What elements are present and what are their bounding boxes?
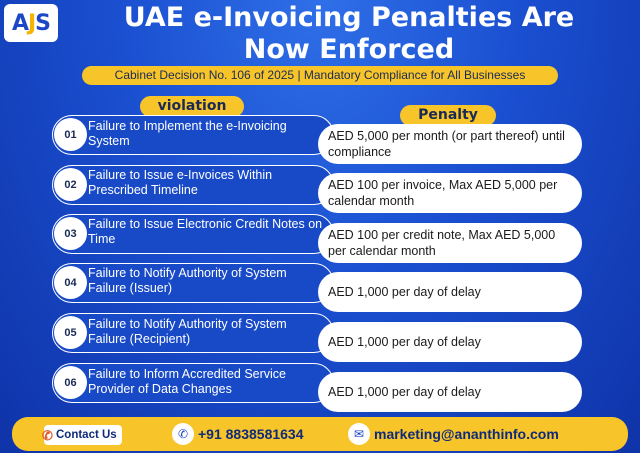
title-line-1: UAE e-Invoicing Penalties Are: [123, 2, 575, 33]
penalty-value: AED 5,000 per month (or part thereof) until compliance: [328, 129, 565, 159]
title-line-2: Now Enforced: [243, 34, 455, 65]
penalty-value: AED 1,000 per day of delay: [328, 335, 481, 349]
row-number: 05: [54, 316, 87, 349]
row-number: 01: [54, 118, 87, 151]
row-number: 04: [54, 266, 87, 299]
page-title: [58, 2, 640, 66]
row-number: 03: [54, 217, 87, 250]
violation-text: Failure to Issue e-Invoices Within Prescribed Timeline: [88, 168, 273, 197]
penalty-value: AED 1,000 per day of delay: [328, 385, 481, 399]
phone-number[interactable]: +91 8838581634: [198, 426, 304, 442]
phone-icon: ✆: [42, 428, 53, 443]
mail-icon: ✉: [348, 423, 370, 445]
contact-us-button[interactable]: [44, 425, 122, 445]
penalty-value: AED 1,000 per day of delay: [328, 285, 481, 299]
penalty-text: [318, 173, 582, 213]
contact-us-label: Contact Us: [56, 429, 117, 441]
violation-column-header: violation: [140, 96, 244, 117]
violation-text: Failure to Notify Authority of System Failure (Issuer): [88, 266, 287, 295]
logo: [4, 4, 58, 42]
penalty-text: [318, 223, 582, 263]
phone-icon: ✆: [172, 423, 194, 445]
row-number: 06: [54, 366, 87, 399]
violation-text: Failure to Implement the e-Invoicing System: [88, 119, 287, 148]
violation-text: Failure to Notify Authority of System Failure (Recipient): [88, 317, 287, 346]
row-number: 02: [54, 168, 87, 201]
penalty-text: [318, 372, 582, 412]
penalty-value: AED 100 per invoice, Max AED 5,000 per calendar month: [328, 178, 558, 208]
logo-letter-a: A: [11, 10, 28, 36]
penalty-value: AED 100 per credit note, Max AED 5,000 per calendar month: [328, 228, 556, 258]
subtitle-banner: Cabinet Decision No. 106 of 2025 | Mandatory Compliance for All Businesses: [82, 66, 558, 85]
penalty-text: [318, 272, 582, 312]
violation-text: Failure to Inform Accredited Service Provider of Data Changes: [88, 367, 286, 396]
violation-text: Failure to Issue Electronic Credit Notes on Time: [88, 217, 323, 246]
penalty-column-header: Penalty: [400, 105, 496, 126]
penalty-text: [318, 322, 582, 362]
penalty-text: [318, 124, 582, 164]
logo-letter-s: S: [35, 10, 51, 36]
logo-letter-j: J: [27, 10, 36, 36]
email-address[interactable]: marketing@ananthinfo.com: [374, 426, 559, 442]
